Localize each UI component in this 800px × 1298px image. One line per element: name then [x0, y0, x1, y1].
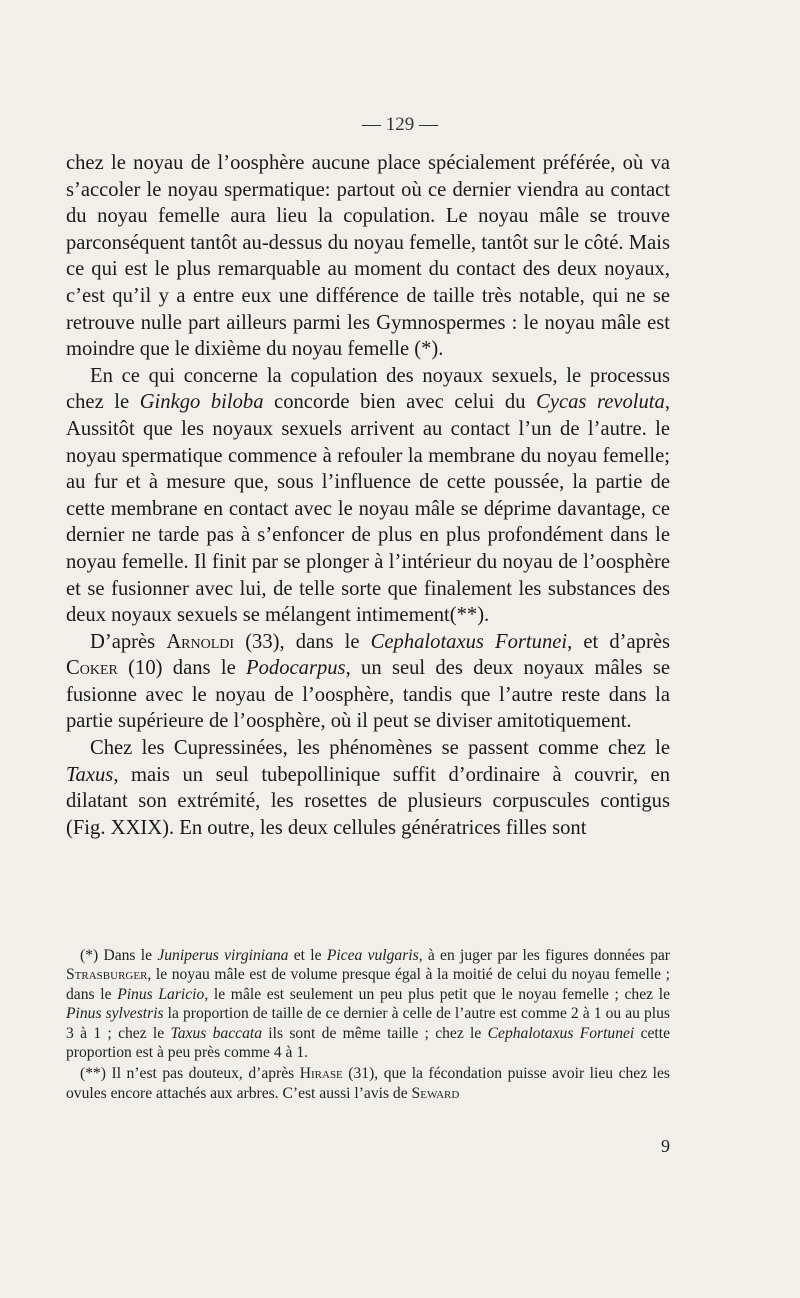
paragraph [66, 629, 670, 735]
text-run: (31), que la fécondation puisse avoir lieu chez les ovules encore attachés aux arbres. C’est aussi l’avis de [66, 1065, 670, 1102]
author-name: Arnoldi [166, 630, 235, 653]
author-name: Coker [66, 657, 118, 680]
text-run: , Aussitôt que les noyaux sexuels arrivent au contact l’un de l’autre. le noyau spermatique commence à refouler la membrane du noyau femelle; au fur et à mesure que, sous l’influence de cette poussée, la partie de cette membrane en contact avec le noyau mâle se déprime davantage, ce dernier ne tarde pas à s’enfoncer de plus en plus profondément dans le noyau femelle. Il finit par se plonger à l’intérieur du noyau de l’oosphère et se fusionner avec lui, de telle sorte que finalement les substances des deux noyaux sexuels se mélangent intimement(**). [66, 391, 670, 627]
paragraph [66, 150, 670, 363]
italic-text: Juniperus virginiana [157, 947, 289, 964]
text-run: En ce qui concerne la copulation des noyaux sexuels, le processus chez le [66, 364, 670, 414]
text-run: concorde bien avec celui du [263, 391, 537, 414]
text-run: chez le noyau de l’oosphère aucune place spécialement préférée, où va s’accoler le noyau spermatique: partout où ce dernier viendra au contact du noyau femelle aura lieu la copulation. Le noyau mâle se trouve parconséquent tantôt au-dessus du noyau femelle, tantôt sur le côté. Mais ce qui est le plus remarquable au moment du contact des deux noyaux, c’est qu’il y a entre eux une différence de taille très notable, qui ne se retrouve nulle part ailleurs parmi les Gymnospermes : le noyau mâle est moindre que le dixième du noyau femelle (*). [66, 152, 670, 361]
text-run: Chez les Cupressinées, les phénomènes se passent comme chez le [90, 737, 670, 760]
text-run: , mais un seul tubepollinique suffit d’ordinaire à couvrir, en dilatant son extrémité, les rosettes de plusieurs corpuscules contigus (Fig. XXIX). En outre, les deux cellules génératrices filles sont [66, 763, 670, 839]
italic-text: Taxus [66, 763, 114, 786]
text-run: à en juger par les figures données par [422, 947, 670, 964]
text-run: (33), dans le [234, 630, 371, 653]
footnote [66, 946, 670, 1062]
text-run: cette proportion est à peu près comme 4 à 1. [66, 1024, 671, 1062]
page-number: — 129 — [362, 114, 438, 135]
signature-mark: 9 [661, 1136, 670, 1156]
italic-text: Pinus sylvestris [66, 1005, 164, 1023]
author-name: Strasburger [66, 966, 148, 984]
footnote [66, 1064, 670, 1103]
text-run: (**) Il n’est pas douteux, d’après [80, 1065, 300, 1083]
italic-text: Cycas revoluta [536, 391, 665, 414]
text-run: , le mâle est seulement un peu plus petit que le noyau femelle ; chez le [204, 985, 670, 1003]
main-text [66, 150, 670, 841]
text-run: , et d’après [567, 630, 670, 653]
paragraph [66, 735, 670, 841]
italic-text: Picea vulgaris, [326, 947, 423, 964]
author-name: Hirase [299, 1065, 343, 1083]
text-run: D’après [90, 630, 167, 653]
italic-text: Cephalotaxus Fortunei [487, 1024, 635, 1042]
text-run: la proportion de taille de ce dernier à celle de l’autre est comme 2 à 1 ou au plus 3 à 1 ; chez le [66, 1005, 670, 1042]
footnotes [66, 946, 670, 1105]
text-run: , le noyau mâle est de volume presque égal à la moitié de celui du noyau femelle ; dans le [66, 966, 670, 1003]
italic-text: Podocarpus [246, 657, 346, 680]
text-run: , un seul des deux noyaux mâles se fusionne avec le noyau de l’oosphère, tandis que l’autre reste dans la partie supérieure de l’oosphère, où il peut se diviser amitotiquement. [66, 657, 670, 733]
text-run: (*) Dans le [80, 947, 158, 964]
italic-text: Pinus Laricio [117, 985, 205, 1003]
text-run: ils sont de même taille ; chez le [262, 1024, 488, 1042]
text-run: (10) dans le [117, 657, 247, 680]
italic-text: Cephalotaxus Fortunei [370, 630, 568, 653]
text-run: et le [288, 947, 327, 964]
italic-text: Taxus baccata [170, 1024, 262, 1042]
paragraph [66, 363, 670, 629]
italic-text: Ginkgo biloba [139, 391, 264, 414]
author-name: Seward [411, 1084, 460, 1102]
